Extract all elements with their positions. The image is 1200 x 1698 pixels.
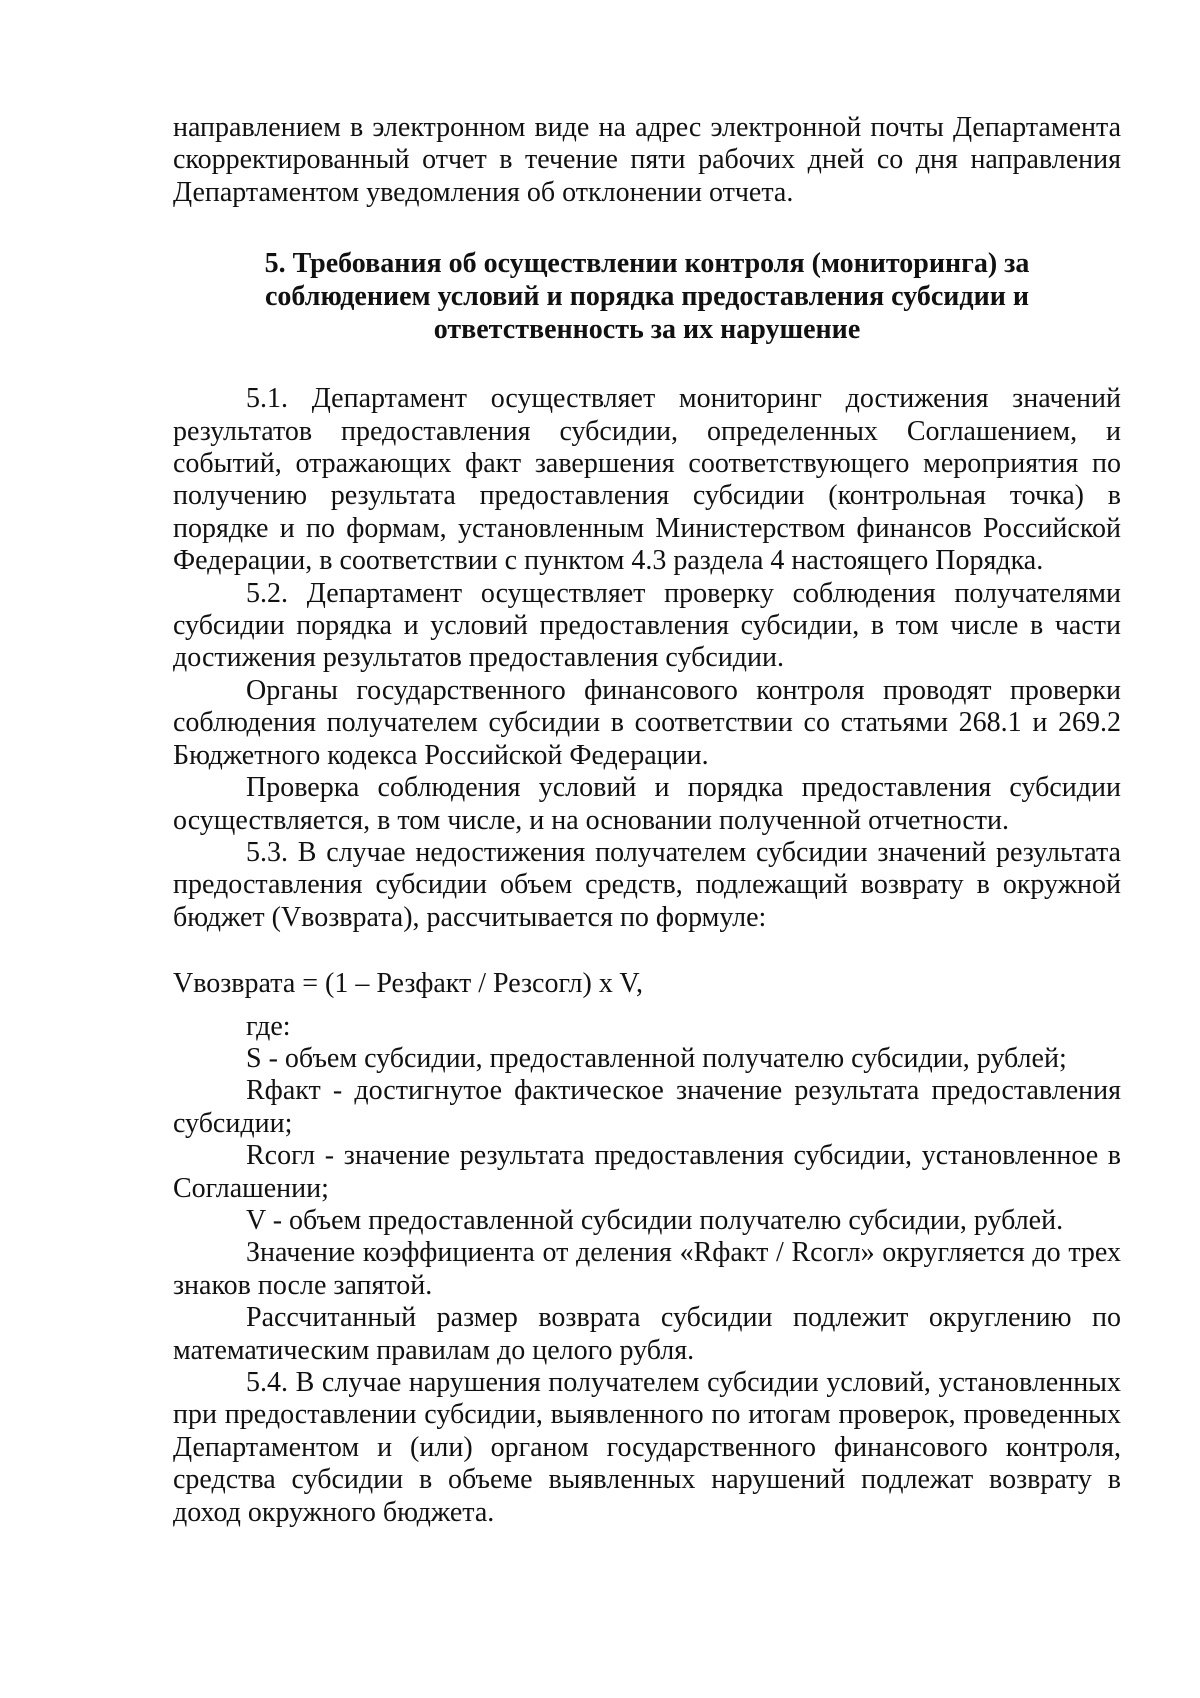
paragraph-financial-control-organs: Органы государственного финансового контроля проводят проверки соблюдения получателем субсидии в соответствии со статьями 268.1 и 269.2 Бюджетного кодекса Российской Федерации. bbox=[173, 674, 1121, 771]
section-heading-line-2: соблюдением условий и порядка предоставления субсидии и bbox=[265, 281, 1029, 313]
paragraph-verification: Проверка соблюдения условий и порядка предоставления субсидии осуществляется, в том числе, и на основании полученной отчетности. bbox=[173, 772, 1121, 836]
section-heading bbox=[173, 247, 1121, 346]
paragraph-5-1: 5.1. Департамент осуществляет мониторинг достижения значений результатов предоставления субсидии, определенных Соглашением, и событий, отражающих факт завершения соответствующего мероприятия по получению результата предоставления субсидии (контрольная точка) в порядке и по формам, установленным Министерством финансов Российской Федерации, в соответствии с пунктом 4.3 раздела 4 настоящего Порядка. bbox=[173, 383, 1121, 577]
formula-where-label: где: bbox=[246, 1010, 291, 1042]
section-heading-line-3: ответственность за их нарушение bbox=[433, 314, 861, 346]
section-heading-line-1: 5. Требования об осуществлении контроля (мониторинга) за bbox=[264, 248, 1030, 280]
document-body bbox=[173, 112, 1121, 1529]
paragraph-5-4: 5.4. В случае нарушения получателем субсидии условий, установленных при предоставлении субсидии, выявленного по итогам проверок, проведенных Департаментом и (или) органом государственного финансового контроля, средства субсидии в объеме выявленных нарушений подлежат возврату в доход окружного бюджета. bbox=[173, 1367, 1121, 1528]
definition-v: V - объем предоставленной субсидии получателю субсидии, рублей. bbox=[246, 1204, 1064, 1236]
intro-paragraph: направлением в электронном виде на адрес электронной почты Департамента скорректированный отчет в течение пяти рабочих дней со дня направления Департаментом уведомления об отклонении отчета. bbox=[173, 112, 1121, 208]
paragraph-5-2: 5.2. Департамент осуществляет проверку соблюдения получателями субсидии порядка и условий предоставления субсидии, в том числе в части достижения результатов предоставления субсидии. bbox=[173, 577, 1121, 674]
paragraph-5-3: 5.3. В случае недостижения получателем субсидии значений результата предоставления субсидии объем средств, подлежащий возврату в окружной бюджет (Vвозврата), рассчитывается по формуле: bbox=[173, 836, 1121, 933]
definition-s: S - объем субсидии, предоставленной получателю субсидии, рублей; bbox=[246, 1042, 1067, 1074]
paragraph-coefficient-rounding: Значение коэффициента от деления «Rфакт / Rсогл» округляется до трех знаков после запятой. bbox=[173, 1237, 1121, 1301]
paragraph-return-rounding: Рассчитанный размер возврата субсидии подлежит округлению по математическим правилам до целого рубля. bbox=[173, 1302, 1121, 1366]
definition-rsogl: Rсогл - значение результата предоставления субсидии, установленное в Соглашении; bbox=[173, 1140, 1121, 1204]
definition-rfakt: Rфакт - достигнутое фактическое значение результата предоставления субсидии; bbox=[173, 1075, 1121, 1139]
return-formula: Vвозврата = (1 – Резфакт / Резсогл) x V, bbox=[173, 968, 643, 1000]
